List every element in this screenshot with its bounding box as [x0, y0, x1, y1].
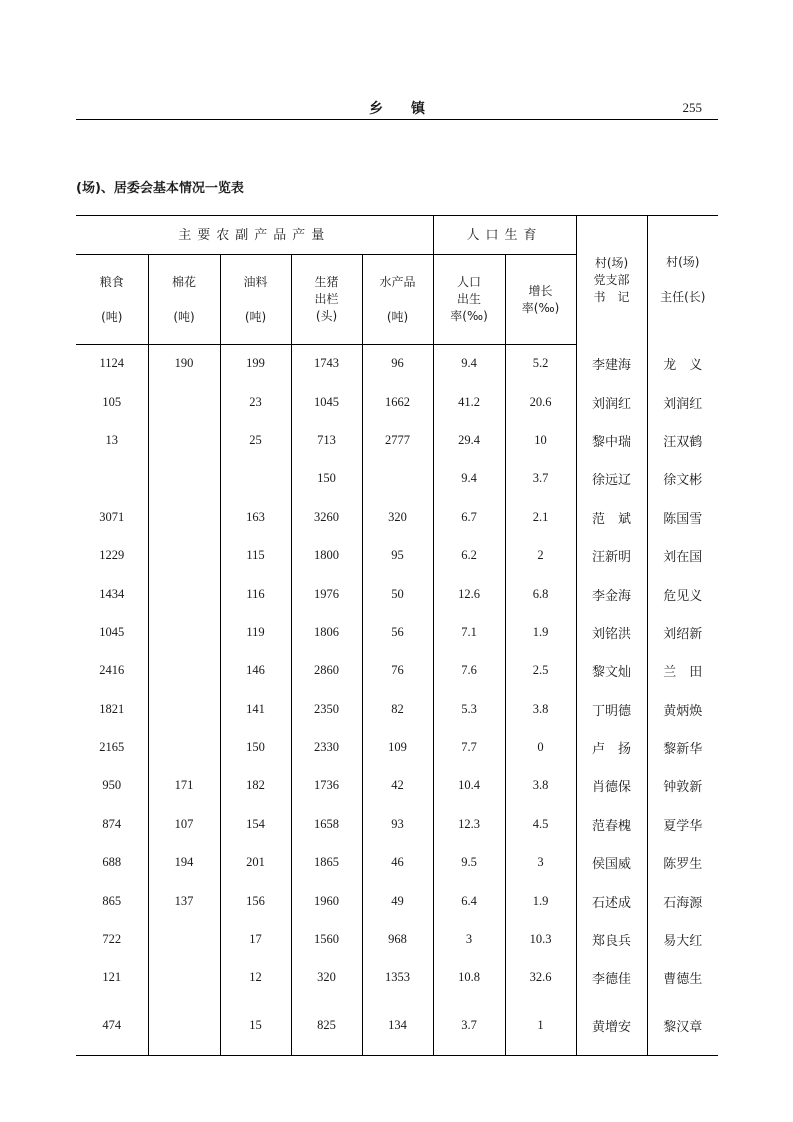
header-party-line3: 书 记	[593, 289, 630, 304]
cell-grain: 2165	[99, 740, 125, 755]
cell-growth-rate: 2	[505, 536, 576, 574]
table-row	[76, 345, 718, 383]
page-number: 255	[682, 100, 702, 115]
cell-birth-rate: 9.4	[433, 345, 505, 383]
cell-birth-rate: 7.6	[433, 652, 505, 690]
cell-growth-rate: 3.7	[505, 460, 576, 498]
cell-pigs: 2350	[291, 690, 362, 728]
table-row	[76, 728, 718, 766]
header-party-secretary	[576, 216, 647, 345]
cell-party-secretary: 李德佳	[576, 959, 647, 997]
cell-cotton	[148, 728, 220, 766]
cell-pigs: 2860	[291, 652, 362, 690]
cell-party-secretary: 侯国威	[576, 844, 647, 882]
cell-oilseed: 154	[220, 805, 291, 843]
header-aquatic-unit: (吨)	[386, 309, 409, 324]
cell-party-secretary: 李建海	[576, 345, 647, 383]
cell-oilseed: 119	[220, 613, 291, 651]
table-row	[76, 613, 718, 651]
cell-birth-rate: 7.7	[433, 728, 505, 766]
header-director-line1: 村(场)	[666, 255, 700, 270]
cell-cotton	[148, 997, 220, 1055]
header-aquatic	[362, 255, 433, 345]
cell-director: 黎汉章	[647, 997, 718, 1055]
table-row	[76, 383, 718, 421]
cell-aquatic: 134	[362, 997, 433, 1055]
cell-birth-rate: 12.3	[433, 805, 505, 843]
cell-grain: 1124	[99, 356, 125, 371]
header-birth-line1: 人口	[457, 275, 482, 289]
cell-party-secretary: 黎中瑞	[576, 421, 647, 459]
cell-aquatic: 82	[362, 690, 433, 728]
table-caption: (场)、居委会基本情况一览表	[76, 181, 244, 196]
header-pigs-line2: 出栏	[314, 292, 339, 306]
cell-aquatic	[362, 460, 433, 498]
cell-pigs: 713	[291, 421, 362, 459]
header-grain-unit: (吨)	[101, 309, 123, 324]
cell-birth-rate: 6.2	[433, 536, 505, 574]
cell-aquatic: 96	[362, 345, 433, 383]
cell-birth-rate: 41.2	[433, 383, 505, 421]
cell-aquatic: 95	[362, 536, 433, 574]
cell-party-secretary: 黄增安	[576, 997, 647, 1055]
cell-oilseed: 199	[220, 345, 291, 383]
cell-oilseed: 23	[220, 383, 291, 421]
cell-aquatic: 76	[362, 652, 433, 690]
cell-pigs: 1800	[291, 536, 362, 574]
cell-grain: 121	[102, 970, 122, 985]
cell-aquatic: 968	[362, 920, 433, 958]
cell-party-secretary: 肖德保	[576, 767, 647, 805]
cell-pigs: 320	[291, 959, 362, 997]
cell-party-secretary: 范春槐	[576, 805, 647, 843]
cell-grain	[76, 460, 148, 498]
cell-growth-rate: 3.8	[505, 690, 576, 728]
header-birth-line3: 率(‰)	[450, 309, 488, 323]
cell-party-secretary: 郑良兵	[576, 920, 647, 958]
cell-birth-rate: 29.4	[433, 421, 505, 459]
cell-grain: 1045	[99, 624, 125, 639]
cell-growth-rate: 4.5	[505, 805, 576, 843]
cell-grain: 1229	[99, 548, 125, 563]
cell-cotton	[148, 690, 220, 728]
header-growth-line1: 增长	[528, 283, 553, 298]
cell-growth-rate: 10	[505, 421, 576, 459]
cell-aquatic: 50	[362, 575, 433, 613]
cell-pigs: 3260	[291, 498, 362, 536]
cell-birth-rate: 6.7	[433, 498, 505, 536]
cell-party-secretary: 卢 扬	[576, 728, 647, 766]
cell-birth-rate: 3	[433, 920, 505, 958]
cell-growth-rate: 32.6	[505, 959, 576, 997]
cell-growth-rate: 2.5	[505, 652, 576, 690]
cell-grain: 1434	[99, 586, 125, 601]
cell-growth-rate: 20.6	[505, 383, 576, 421]
cell-director: 刘在国	[647, 536, 718, 574]
cell-aquatic: 49	[362, 882, 433, 920]
cell-director: 石海源	[647, 882, 718, 920]
cell-director: 陈国雪	[647, 498, 718, 536]
cell-oilseed: 12	[220, 959, 291, 997]
table-row	[76, 575, 718, 613]
cell-cotton	[148, 421, 220, 459]
cell-oilseed: 182	[220, 767, 291, 805]
cell-birth-rate: 9.5	[433, 844, 505, 882]
cell-oilseed: 163	[220, 498, 291, 536]
cell-grain: 13	[105, 432, 118, 447]
cell-pigs: 1045	[291, 383, 362, 421]
cell-cotton	[148, 613, 220, 651]
cell-oilseed: 116	[220, 575, 291, 613]
cell-director: 黎新华	[647, 728, 718, 766]
table-row	[76, 920, 718, 958]
cell-director: 夏学华	[647, 805, 718, 843]
cell-party-secretary: 刘铭洪	[576, 613, 647, 651]
table-row	[76, 805, 718, 843]
cell-pigs: 150	[291, 460, 362, 498]
cell-director: 刘润红	[647, 383, 718, 421]
header-aquatic-label: 水产品	[379, 274, 416, 289]
cell-cotton	[148, 959, 220, 997]
cell-party-secretary: 汪新明	[576, 536, 647, 574]
cell-aquatic: 56	[362, 613, 433, 651]
cell-party-secretary: 丁明德	[576, 690, 647, 728]
cell-director: 龙 义	[647, 345, 718, 383]
header-cotton-label: 棉花	[171, 274, 196, 289]
cell-aquatic: 320	[362, 498, 433, 536]
cell-grain: 865	[102, 893, 122, 908]
table-row	[76, 460, 718, 498]
header-director-line2: 主任(长)	[660, 290, 706, 305]
cell-cotton: 194	[148, 844, 220, 882]
header-oilseed-unit: (吨)	[244, 309, 267, 324]
header-rule	[76, 119, 718, 120]
header-pigs-line3: (头)	[315, 309, 338, 323]
cell-grain: 874	[102, 816, 122, 831]
cell-birth-rate: 6.4	[433, 882, 505, 920]
header-grain-label: 粮食	[99, 274, 124, 289]
table-body	[76, 345, 718, 1056]
table-row	[76, 652, 718, 690]
table-row	[76, 690, 718, 728]
cell-grain: 3071	[99, 509, 125, 524]
header-birth-line2: 出生	[457, 292, 482, 306]
cell-cotton: 190	[148, 345, 220, 383]
cell-grain: 950	[102, 778, 122, 793]
header-title: 乡镇	[369, 101, 453, 117]
table-row	[76, 421, 718, 459]
cell-director: 钟敦新	[647, 767, 718, 805]
cell-growth-rate: 0	[505, 728, 576, 766]
cell-birth-rate: 10.8	[433, 959, 505, 997]
cell-director: 危见义	[647, 575, 718, 613]
cell-pigs: 1736	[291, 767, 362, 805]
header-village-director	[647, 216, 718, 345]
cell-birth-rate: 5.3	[433, 690, 505, 728]
header-growth-rate	[505, 255, 576, 345]
header-cotton-unit: (吨)	[173, 309, 195, 324]
cell-aquatic: 2777	[362, 421, 433, 459]
cell-director: 兰 田	[647, 652, 718, 690]
cell-cotton	[148, 920, 220, 958]
cell-pigs: 1743	[291, 345, 362, 383]
cell-director: 易大红	[647, 920, 718, 958]
cell-cotton: 137	[148, 882, 220, 920]
cell-party-secretary: 石述成	[576, 882, 647, 920]
cell-pigs: 1658	[291, 805, 362, 843]
cell-pigs: 1560	[291, 920, 362, 958]
cell-cotton	[148, 536, 220, 574]
cell-growth-rate: 1.9	[505, 613, 576, 651]
cell-pigs: 1960	[291, 882, 362, 920]
cell-director: 曹德生	[647, 959, 718, 997]
cell-cotton	[148, 383, 220, 421]
cell-oilseed: 115	[220, 536, 291, 574]
cell-aquatic: 42	[362, 767, 433, 805]
cell-oilseed: 146	[220, 652, 291, 690]
cell-cotton	[148, 575, 220, 613]
table-row	[76, 844, 718, 882]
cell-cotton: 107	[148, 805, 220, 843]
cell-oilseed: 141	[220, 690, 291, 728]
cell-oilseed: 25	[220, 421, 291, 459]
header-grain	[76, 255, 148, 345]
table-row	[76, 997, 718, 1055]
cell-pigs: 825	[291, 997, 362, 1055]
table-row	[76, 536, 718, 574]
cell-director: 汪双鹤	[647, 421, 718, 459]
table-row	[76, 498, 718, 536]
cell-director: 陈罗生	[647, 844, 718, 882]
cell-grain: 105	[102, 394, 122, 409]
cell-pigs: 1976	[291, 575, 362, 613]
cell-director: 刘绍新	[647, 613, 718, 651]
cell-cotton	[148, 460, 220, 498]
cell-grain: 722	[102, 932, 122, 947]
cell-oilseed: 150	[220, 728, 291, 766]
cell-director: 黄炳焕	[647, 690, 718, 728]
cell-director: 徐文彬	[647, 460, 718, 498]
cell-birth-rate: 9.4	[433, 460, 505, 498]
cell-aquatic: 1662	[362, 383, 433, 421]
header-oilseed	[220, 255, 291, 345]
cell-growth-rate: 3.8	[505, 767, 576, 805]
cell-grain: 688	[102, 855, 122, 870]
table-row	[76, 767, 718, 805]
cell-growth-rate: 3	[505, 844, 576, 882]
cell-oilseed: 201	[220, 844, 291, 882]
header-party-line2: 党支部	[593, 272, 630, 287]
cell-cotton: 171	[148, 767, 220, 805]
table-row	[76, 882, 718, 920]
header-group-population: 人口生育	[433, 216, 576, 255]
cell-growth-rate: 5.2	[505, 345, 576, 383]
header-party-line1: 村(场)	[594, 255, 629, 270]
table-row	[76, 959, 718, 997]
running-header	[76, 96, 718, 120]
cell-oilseed: 15	[220, 997, 291, 1055]
cell-cotton	[148, 652, 220, 690]
cell-birth-rate: 3.7	[433, 997, 505, 1055]
header-pigs-line1: 生猪	[314, 275, 339, 289]
cell-party-secretary: 黎文灿	[576, 652, 647, 690]
cell-birth-rate: 12.6	[433, 575, 505, 613]
cell-grain: 2416	[99, 663, 125, 678]
cell-pigs: 2330	[291, 728, 362, 766]
cell-aquatic: 93	[362, 805, 433, 843]
header-group-agri-output: 主要农副产品产量	[76, 216, 433, 255]
cell-oilseed: 17	[220, 920, 291, 958]
cell-growth-rate: 6.8	[505, 575, 576, 613]
header-growth-line2: 率(‰)	[521, 300, 560, 315]
cell-party-secretary: 范 斌	[576, 498, 647, 536]
cell-grain: 1821	[99, 701, 125, 716]
cell-cotton	[148, 498, 220, 536]
cell-growth-rate: 10.3	[505, 920, 576, 958]
cell-party-secretary: 刘润红	[576, 383, 647, 421]
cell-growth-rate: 1	[505, 997, 576, 1055]
cell-party-secretary: 徐远辽	[576, 460, 647, 498]
cell-oilseed	[220, 460, 291, 498]
cell-growth-rate: 2.1	[505, 498, 576, 536]
cell-aquatic: 109	[362, 728, 433, 766]
cell-oilseed: 156	[220, 882, 291, 920]
cell-pigs: 1865	[291, 844, 362, 882]
cell-growth-rate: 1.9	[505, 882, 576, 920]
header-cotton	[148, 255, 220, 345]
data-table-wrapper	[76, 215, 718, 1056]
header-pigs	[291, 255, 362, 345]
cell-grain: 474	[102, 1018, 122, 1033]
cell-aquatic: 1353	[362, 959, 433, 997]
header-oilseed-label: 油料	[243, 274, 268, 289]
cell-birth-rate: 7.1	[433, 613, 505, 651]
cell-birth-rate: 10.4	[433, 767, 505, 805]
header-birth-rate	[433, 255, 505, 345]
cell-pigs: 1806	[291, 613, 362, 651]
village-statistics-table	[76, 215, 718, 1056]
cell-aquatic: 46	[362, 844, 433, 882]
cell-party-secretary: 李金海	[576, 575, 647, 613]
